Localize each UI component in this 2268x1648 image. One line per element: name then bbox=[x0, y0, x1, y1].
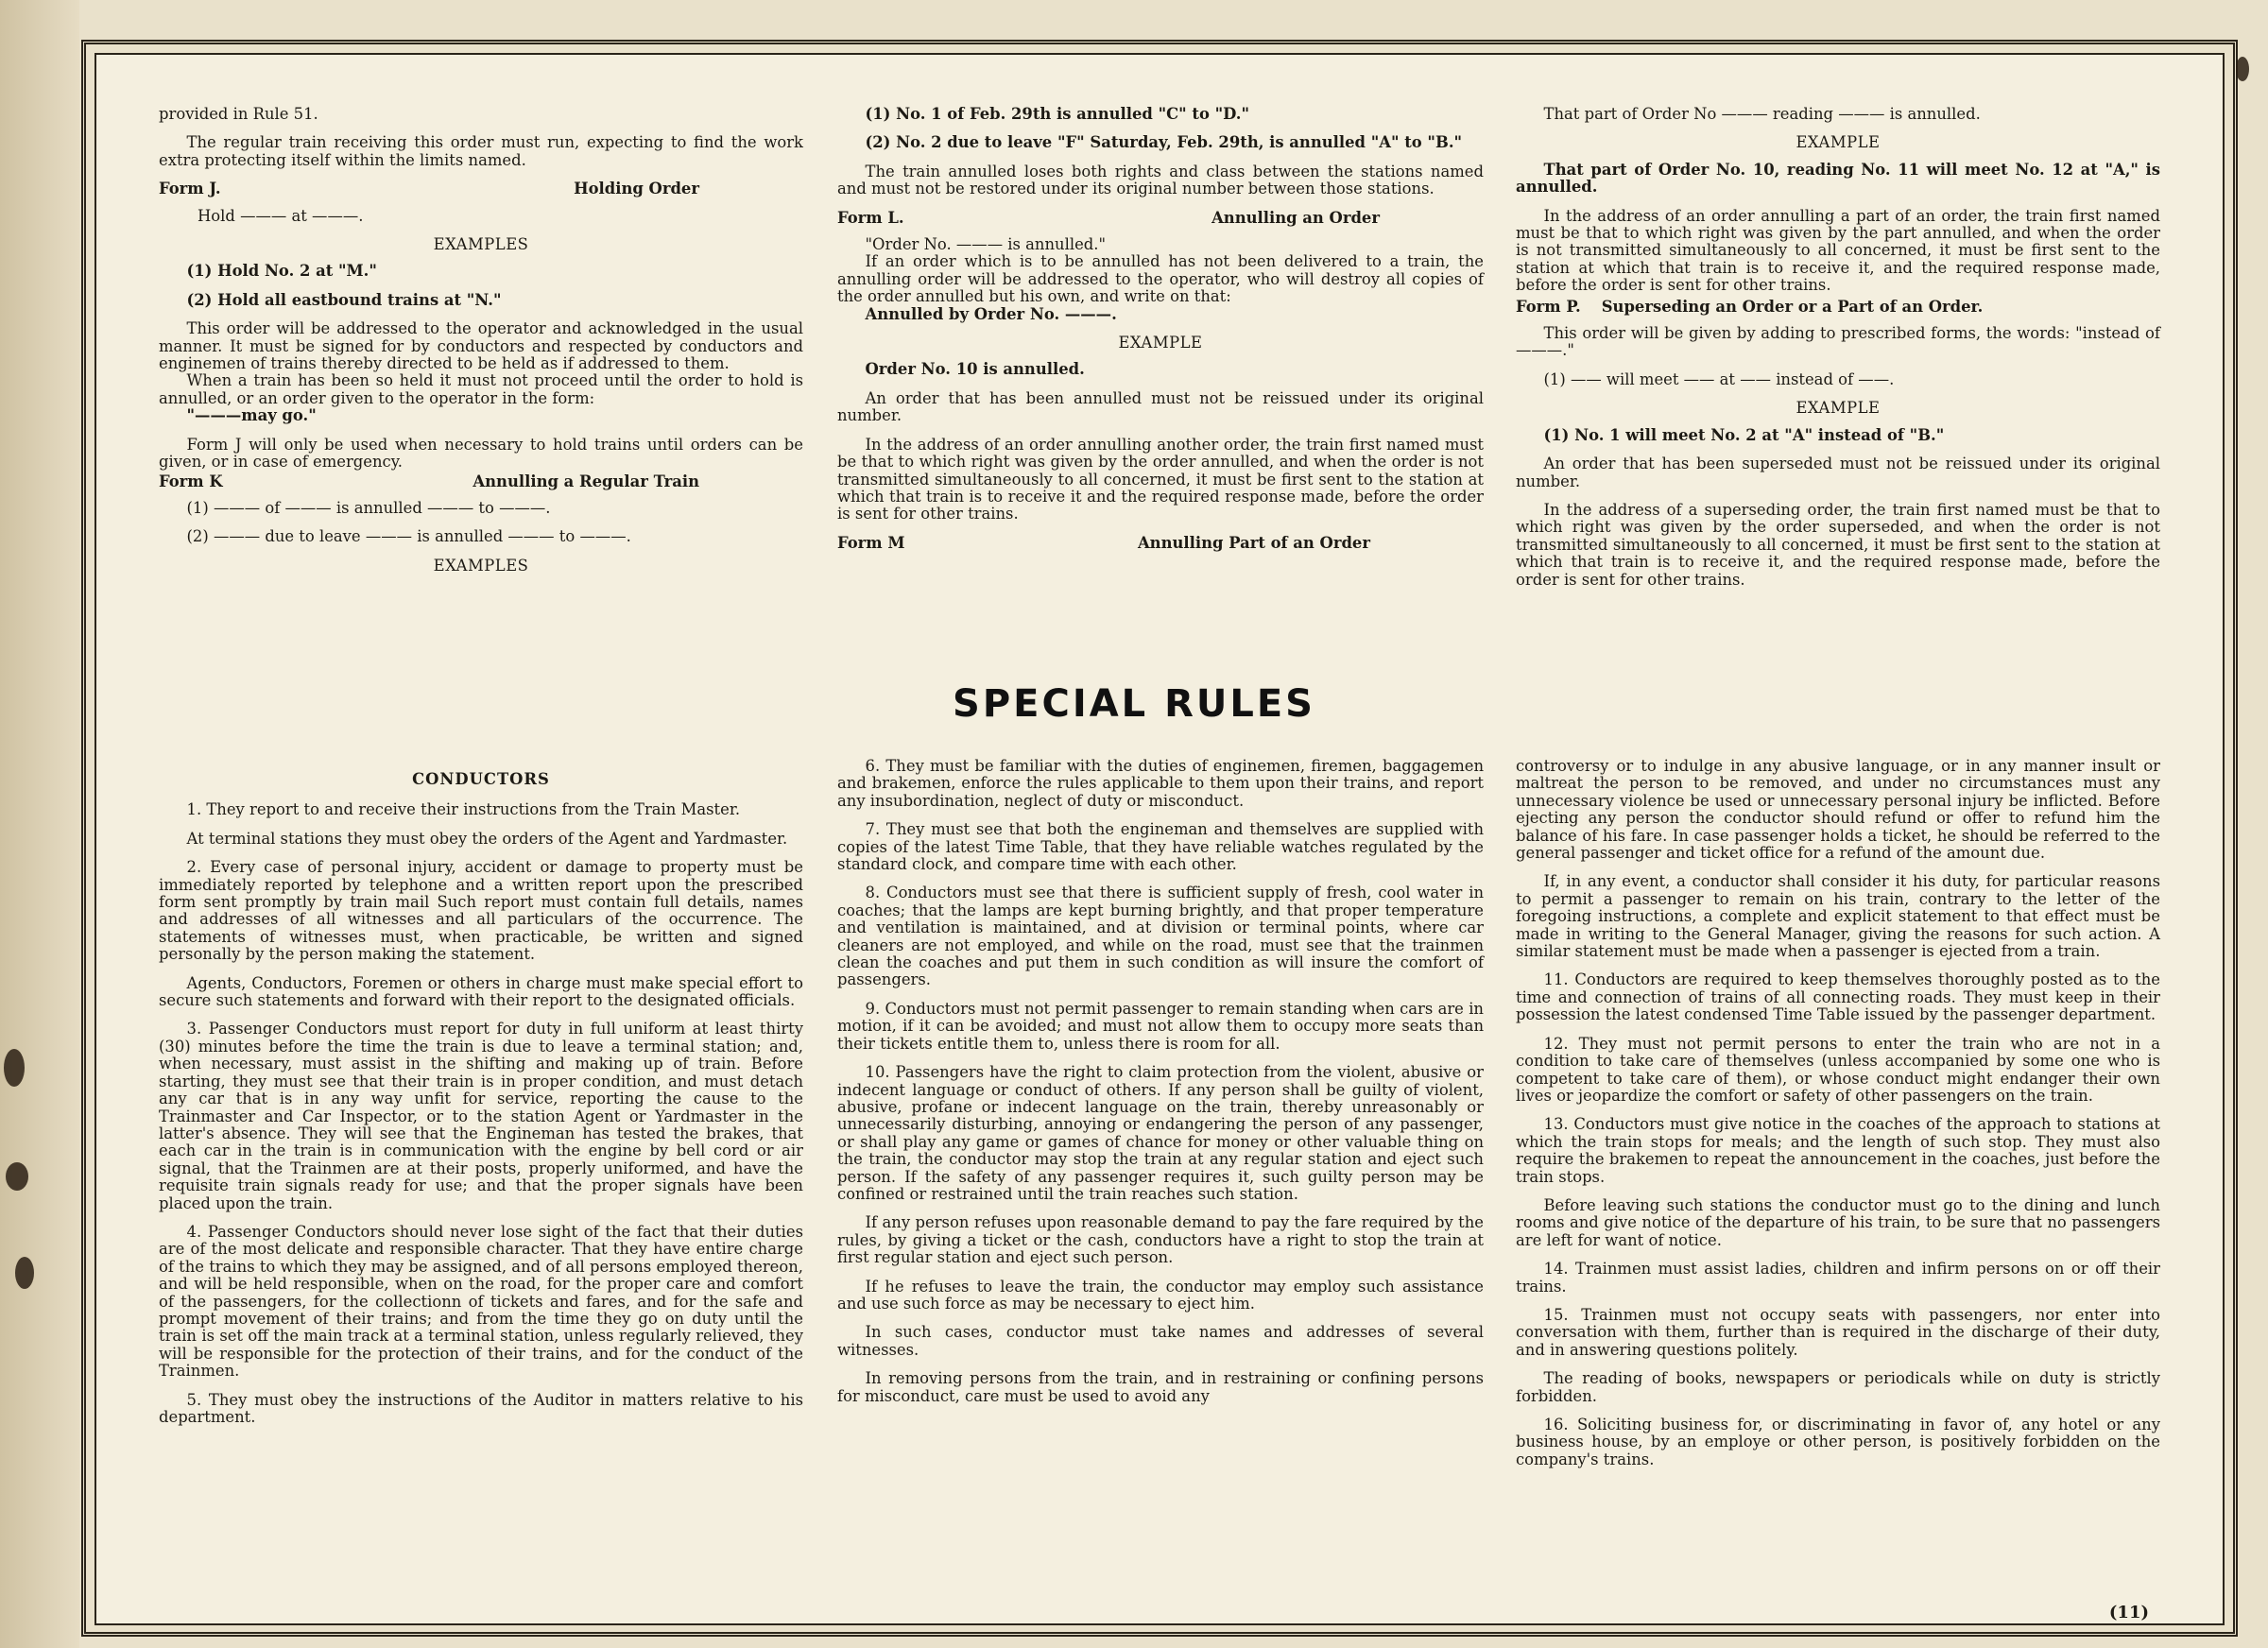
paragraph: Before leaving such stations the conductor must go to the dining and lunch rooms and give notice of the departure of his train, to be sure that no passengers are left for want of notice. bbox=[1516, 1195, 2160, 1249]
examples-heading: EXAMPLES bbox=[433, 556, 529, 575]
rule: 5. They must obey the instructions of the Auditor in matters relative to his department. bbox=[159, 1390, 803, 1426]
form-template: That part of Order No ——— reading ——— is annulled. bbox=[1543, 105, 1981, 123]
orders-column-2 bbox=[837, 106, 1484, 561]
paragraph: An order that has been superseded must not be reissued under its original number. bbox=[1516, 455, 2160, 490]
form-template: (2) ——— due to leave ——— is annulled ——— to ———. bbox=[186, 527, 631, 546]
paragraph: In the address of a superseding order, the train first named must be that to which right was given by the order superseded, and when the order is not transmitted simultaneously to all concerned, it must be first sent to the station at which that train is to receive it, and the required response made, before the order is sent for other trains. bbox=[1516, 500, 2160, 589]
paragraph: In the address of an order annulling a part of an order, the train first named must be that to which right was given by the part annulled, and when the order is not transmitted simultaneously to all concerned, it must be first sent to the station at which that train is to receive it, and the required response made, before the order is sent for other trains. bbox=[1516, 206, 2160, 295]
form-name: Annulling Part of an Order bbox=[1137, 533, 1370, 552]
example-heading: EXAMPLE bbox=[1796, 399, 1881, 418]
form-label: Form L. bbox=[837, 208, 904, 227]
rules-column-1 bbox=[159, 758, 803, 1437]
form-template: (1) —— will meet —— at —— instead of ——. bbox=[1543, 369, 1895, 388]
paragraph: If he refuses to leave the train, the conductor may employ such assistance and use such force as may be necessary to eject him. bbox=[837, 1277, 1484, 1313]
form-name: Superseding an Order or a Part of an Order. bbox=[1601, 297, 1984, 316]
form-template: (1) ——— of ——— is annulled ——— to ———. bbox=[186, 498, 551, 517]
form-l-header bbox=[837, 210, 1484, 227]
ink-blot bbox=[2236, 57, 2249, 81]
form-name: Holding Order bbox=[574, 180, 699, 198]
example: Order No. 10 is annulled. bbox=[865, 360, 1085, 379]
rule: 14. Trainmen must assist ladies, children and infirm persons on or off their trains. bbox=[1516, 1260, 2160, 1296]
paragraph: When a train has been so held it must not proceed until the order to hold is annulled, or an order given to the operator in the form: bbox=[159, 371, 803, 407]
rule: 8. Conductors must see that there is sufficient supply of fresh, cool water in coaches; that the lamps are kept burning brightly, and that proper temperature and ventilation is maintained, and at division or terminal points, where car cleaners are not employed, and while on the road, must see that the trainmen clean the coaches and put them in such condition as will insure the comfort of passengers. bbox=[837, 884, 1484, 989]
paragraph: This order will be addressed to the operator and acknowledged in the usual manner. It must be signed for by conductors and respected by conductors and enginemen of trains thereby directed to be held as if addressed to them. bbox=[159, 319, 803, 373]
rules-column-2 bbox=[837, 758, 1484, 1416]
paragraph: controversy or to indulge in any abusive language, or in any manner insult or maltreat the person to be removed, and under no circumstances must any unnecessary violence be used or unnecessary personal injury be inflicted. Before ejecting any person the conductor should refund or offer to refund him the balance of his fare. In case passenger holds a ticket, he should be referred to the general passenger and ticket office for a refund of the amount due. bbox=[1516, 757, 2160, 863]
example: That part of Order No. 10, reading No. 11 will meet No. 12 at "A," is annulled. bbox=[1516, 160, 2160, 197]
paragraph: The regular train receiving this order must run, expecting to find the work extra protecting itself within the limits named. bbox=[159, 133, 803, 169]
rule: 11. Conductors are required to keep themselves thoroughly posted as to the time and connection of trains of all connecting roads. They must keep in their possession the latest condensed Time Table issued by the passenger department. bbox=[1516, 970, 2160, 1024]
paragraph: At terminal stations they must obey the orders of the Agent and Yardmaster. bbox=[186, 829, 788, 848]
examples-heading: EXAMPLES bbox=[433, 235, 529, 254]
ink-blot bbox=[15, 1257, 34, 1289]
form-k-header bbox=[159, 473, 803, 490]
rule: 4. Passenger Conductors should never lose sight of the fact that their duties are of the most delicate and responsible character. That they have entire charge of the trains to which they may be assigned, and of all persons employed thereon, and will be held responsible, when on the road, for the proper care and comfort of the passengers, for the collectionn of tickets and fares, and for the safe and prompt movement of their trains; and from the time they go on duty until the train is set off the main track at a terminal station, unless regularly relieved, they will be responsible for the protection of their trains, and for the conduct of the Trainmen. bbox=[159, 1222, 803, 1381]
form-label: Form M bbox=[837, 533, 905, 552]
example: (2) No. 2 due to leave "F" Saturday, Feb. 29th, is annulled "A" to "B." bbox=[865, 133, 1463, 152]
rule: 9. Conductors must not permit passenger to remain standing when cars are in motion, if it can be avoided; and must not allow them to occupy more seats than their tickets entitle them to, unless there is room for all. bbox=[837, 999, 1484, 1053]
form-j-header bbox=[159, 180, 803, 197]
example: (2) Hold all eastbound trains at "N." bbox=[186, 290, 502, 309]
paragraph: This order will be given by adding to prescribed forms, the words: "instead of ———." bbox=[1516, 324, 2160, 360]
form-name: Annulling a Regular Train bbox=[472, 472, 699, 490]
form-label: Form K bbox=[159, 472, 223, 490]
paragraph: The train annulled loses both rights and class between the stations named and must not be restored under its original number between those stations. bbox=[837, 162, 1484, 198]
rule: 10. Passengers have the right to claim protection from the violent, abusive or indecent language or conduct of others. If any person shall be guilty of violent, abusive, profane or indecent language on the train, thereby unreasonably or unnecessarily disturbing, annoying or endangering the person of any passenger, or shall play any game or games of chance for money or other valuable thing on the train, the conductor may stop the train at any regular station and eject such person. If the safety of any passenger requires it, such guilty person may be confined or restrained until the train reaches such station. bbox=[837, 1063, 1484, 1203]
form-template: "Order No. ——— is annulled." bbox=[865, 235, 1107, 254]
orders-column-1 bbox=[159, 106, 803, 584]
paragraph: If any person refuses upon reasonable demand to pay the fare required by the rules, by giving a ticket or the cash, conductors have a right to stop the train at first regular station and eject such person. bbox=[837, 1213, 1484, 1267]
rule: 7. They must see that both the engineman and themselves are supplied with copies of the latest Time Table, that they have reliable watches regulated by the standard clock, and compare time with each other. bbox=[837, 820, 1484, 874]
paragraph: If, in any event, a conductor shall consider it his duty, for particular reasons to permit a passenger to remain on his train, contrary to the letter of the foregoing instructions, a complete and explicit statement to that effect must be made in writing to the General Manager, giving the reasons for such action. A similar statement must be made when a passenger is ejected from a train. bbox=[1516, 872, 2160, 961]
section-heading-conductors: CONDUCTORS bbox=[412, 770, 550, 788]
rule: 6. They must be familiar with the duties of enginemen, firemen, baggagemen and brakemen, enforce the rules applicable to them upon their trains, and report any insubordination, neglect of duty or misconduct. bbox=[837, 757, 1484, 810]
form-template: Hold ——— at ———. bbox=[198, 206, 364, 225]
ink-blot bbox=[6, 1162, 28, 1191]
example: (1) No. 1 of Feb. 29th is annulled "C" to "D." bbox=[865, 105, 1250, 123]
example: (1) No. 1 will meet No. 2 at "A" instead of "B." bbox=[1543, 425, 1945, 444]
paragraph: Agents, Conductors, Foremen or others in charge must make special effort to secure such statements and forward with their report to the designated officials. bbox=[159, 973, 803, 1010]
paragraph: An order that has been annulled must not be reissued under its original number. bbox=[837, 388, 1484, 425]
example-heading: EXAMPLE bbox=[1118, 334, 1203, 352]
form-template: "———may go." bbox=[186, 406, 317, 425]
paragraph: Form J will only be used when necessary to hold trains until orders can be given, or in case of emergency. bbox=[159, 435, 803, 472]
rule: 15. Trainmen must not occupy seats with passengers, nor enter into conversation with them, further than is required in the discharge of their duty, and in answering questions politely. bbox=[1516, 1305, 2160, 1359]
paragraph: The reading of books, newspapers or periodicals while on duty is strictly forbidden. bbox=[1516, 1369, 2160, 1405]
example: (1) Hold No. 2 at "M." bbox=[186, 262, 377, 281]
scan-edge-shading bbox=[0, 0, 79, 1648]
rule: 1. They report to and receive their instructions from the Train Master. bbox=[186, 800, 741, 819]
special-rules-title: SPECIAL RULES bbox=[953, 682, 1315, 726]
form-name: Annulling an Order bbox=[1211, 208, 1380, 227]
page-number: (11) bbox=[2108, 1603, 2149, 1622]
orders-column-3 bbox=[1516, 106, 2160, 600]
form-label: Form P. bbox=[1516, 297, 1581, 316]
rules-column-3 bbox=[1516, 758, 2160, 1480]
rule: 12. They must not permit persons to enter the train who are not in a condition to take care of themselves (unless accompanied by some one who is competent to take care of them), or whose conduct might endanger their own lives or jeopardize the comfort or safety of other passengers on the train. bbox=[1516, 1034, 2160, 1105]
paragraph: In such cases, conductor must take names and addresses of several witnesses. bbox=[837, 1323, 1484, 1359]
paragraph: In the address of an order annulling another order, the train first named must be that to which right was given by the order annulled, and when the order is not transmitted simultaneously to all concerned, it must be first sent to the station at which that train is to receive it and the required response made, before the order is sent for other trains. bbox=[837, 435, 1484, 524]
form-p-header bbox=[1516, 299, 2160, 316]
paragraph: provided in Rule 51. bbox=[159, 105, 318, 123]
rule: 16. Soliciting business for, or discriminating in favor of, any hotel or any business house, by an employe or other person, is positively forbidden on the company's trains. bbox=[1516, 1416, 2160, 1468]
example-heading: EXAMPLE bbox=[1796, 133, 1881, 152]
form-label: Form J. bbox=[159, 180, 221, 198]
form-m-header bbox=[837, 535, 1484, 552]
paragraph: If an order which is to be annulled has not been delivered to a train, the annulling order will be addressed to the operator, who will destroy all copies of the order annulled but his own, and write on that: bbox=[837, 252, 1484, 306]
form-template: Annulled by Order No. ———. bbox=[865, 304, 1117, 323]
rule: 2. Every case of personal injury, accident or damage to property must be immediately reported by telephone and a written report upon the prescribed form sent promptly by train mail Such report must contain full details, names and addresses of all witnesses and all particulars of the occurrence. The statements of witnesses must, when practicable, be written and signed personally by the person making the statement. bbox=[159, 858, 803, 964]
ink-blot bbox=[4, 1049, 25, 1087]
rule: 13. Conductors must give notice in the coaches of the approach to stations at which the train stops for meals; and the length of such stop. They must also require the brakemen to repeat the announcement in the coaches, just before the train stops. bbox=[1516, 1115, 2160, 1186]
rule: 3. Passenger Conductors must report for duty in full uniform at least thirty (30) minutes before the time the train is due to leave a terminal station; and, when necessary, must assist in the shifting and making up of train. Before starting, they must see that their train is in proper condition, and must detach any car that is in any way unfit for service, reporting the cause to the Trainmaster and Car Inspector, or to the station Agent or Yardmaster in the latter's absence. They will see that the Engineman has tested the brakes, that each car in the train is in communication with the engine by bell cord or air signal, that the Trainmen are at their posts, properly uniformed, and have the requisite train signals ready for use; and that the proper signals have been placed upon the train. bbox=[159, 1020, 803, 1212]
paragraph: In removing persons from the train, and in restraining or confining persons for misconduct, care must be used to avoid any bbox=[837, 1369, 1484, 1405]
